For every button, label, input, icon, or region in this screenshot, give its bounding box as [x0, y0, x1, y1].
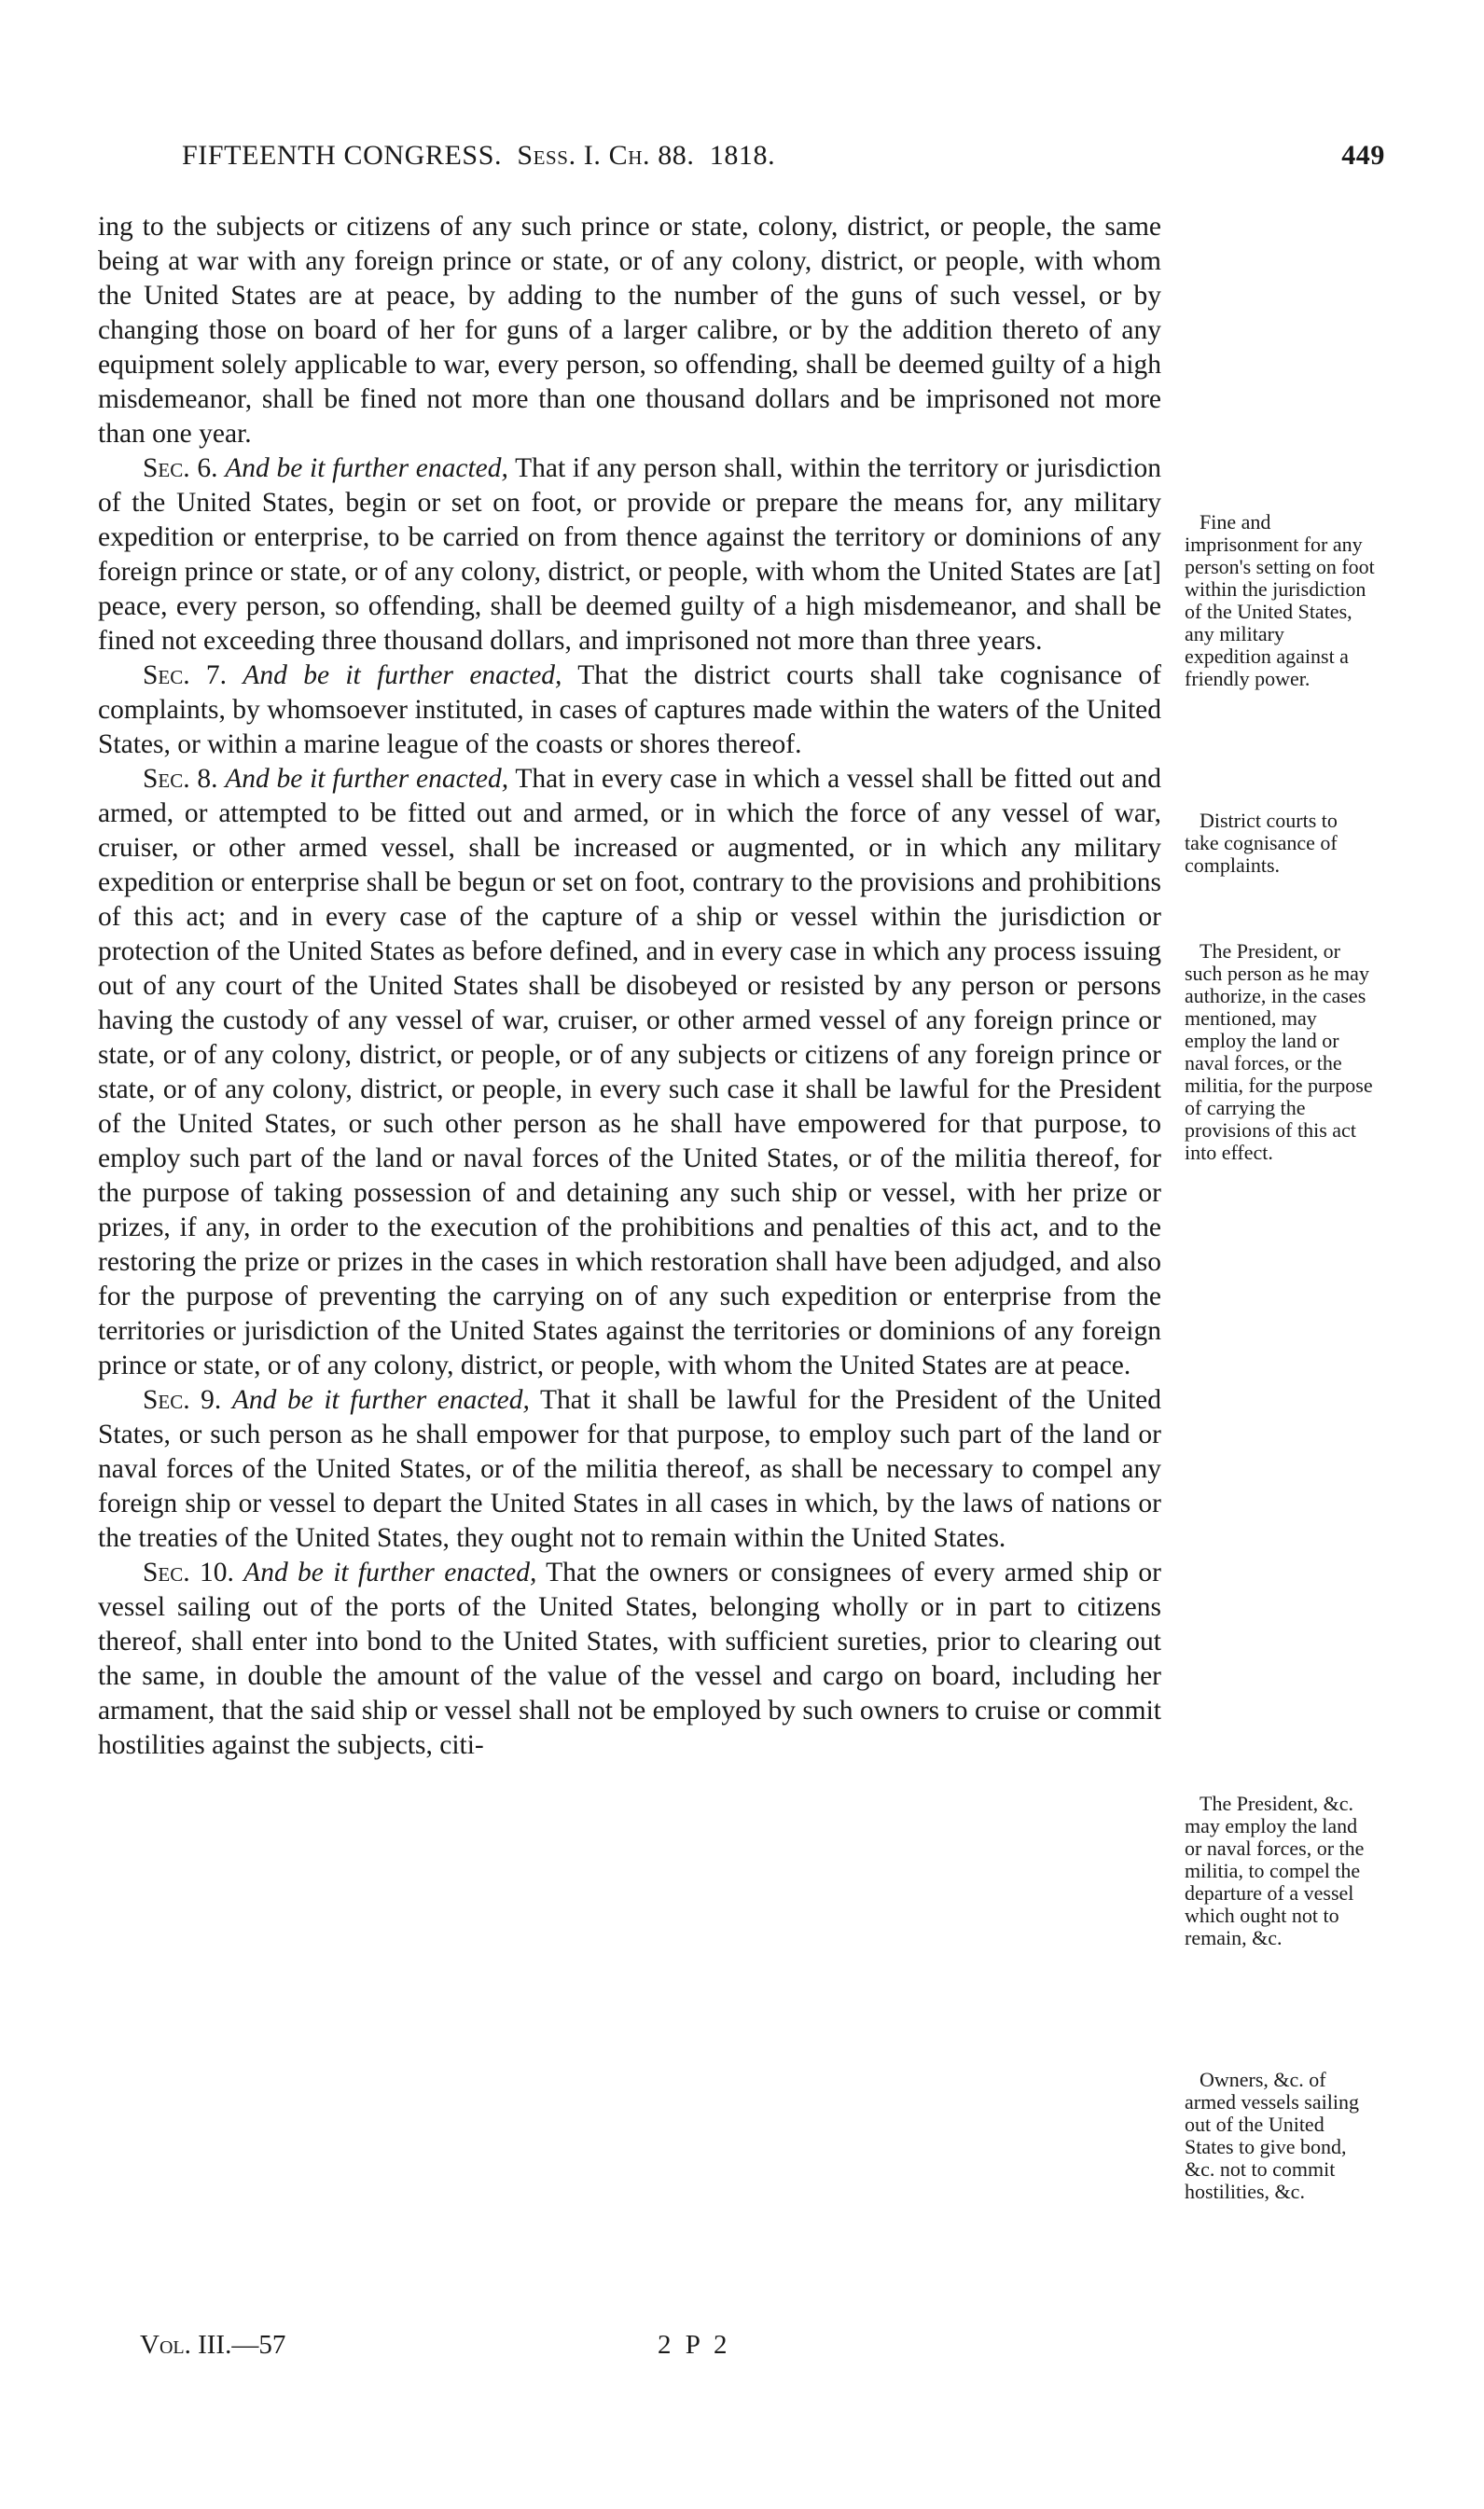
- margin-note-text: Fine and imprisonment for any person's setting on foot within the jurisdiction of the United States, any military expedition against a friendly power.: [1185, 510, 1375, 690]
- session-number: I.: [583, 140, 602, 171]
- margin-note-compel-departure: [1185, 1793, 1376, 1949]
- session-label: Sess.: [517, 140, 576, 171]
- chapter-number: 88.: [658, 140, 695, 171]
- enacting-clause: And be it further enacted,: [225, 764, 509, 794]
- margin-note-owners-bond: [1185, 2069, 1376, 2203]
- running-title: [182, 140, 775, 172]
- margin-note-text: Owners, &c. of armed vessels sailing out of the United States to give bond, &c. not to commit hostilities, &c.: [1185, 2068, 1359, 2203]
- margin-note-text: District courts to take cognisance of complaints.: [1185, 809, 1338, 877]
- running-header: [182, 140, 1385, 183]
- section-text: That if any person shall, within the territory or jurisdiction of the United States, begin or set on foot, or provide or prepare the means for, any military expedition or enterprise, to be carried on from thence against the territory or dominions of any foreign prince or state, or of any colony, district, or people, with whom the United States are [at] peace, every person, so offending, shall be deemed guilty of a high misdemeanor, and shall be fined not exceeding three thousand dollars, and imprisoned not more than three years.: [98, 453, 1162, 656]
- margin-note-text: The President, &c. may employ the land or naval forces, or the militia, to compel the departure of a vessel which ought not to remain, &c.: [1185, 1792, 1365, 1949]
- section-8: [98, 762, 1161, 1383]
- margin-note-president-forces: [1185, 940, 1376, 1164]
- margin-note-district-courts: [1185, 810, 1376, 877]
- margin-note-fine-imprisonment: [1185, 511, 1376, 690]
- page-number: 449: [1341, 140, 1385, 171]
- year: 1818.: [709, 140, 776, 171]
- enacting-clause: And be it further enacted,: [243, 1558, 537, 1587]
- congress-title: FIFTEENTH CONGRESS.: [182, 140, 503, 171]
- section-6: [98, 451, 1161, 658]
- section-label: Sec. 10.: [143, 1558, 234, 1587]
- section-text: That the district courts shall take cognisance of complaints, by whomsoever instituted, in cases of captures made within the waters of the United States, or within a marine league of the coasts or shores thereof.: [98, 660, 1161, 759]
- section-label: Sec. 7.: [143, 660, 228, 690]
- margin-note-text: The President, or such person as he may authorize, in the cases mentioned, may employ the land or naval forces, or the militia, for the purpose of carrying the provisions of this act into effect.: [1185, 939, 1373, 1164]
- page-footer: [140, 2330, 793, 2367]
- chapter-label: Ch.: [608, 140, 651, 171]
- section-text: That in every case in which a vessel shall be fitted out and armed, or attempted to be fitted out and armed, or in which the force of any vessel of war, cruiser, or other armed vessel, shall be increased or augmented, or in which any military expedition or enterprise shall be begun or set on foot, contrary to the provisions and prohibitions of this act; and in every case of the capture of a ship or vessel within the jurisdiction or protection of the United States as before defined, and in every case in which any process issuing out of any court of the United States shall be disobeyed or resisted by any person or persons having the custody of any vessel of war, cruiser, or other armed vessel of any foreign prince or state, or of any colony, district, or people, or of any subjects or citizens of any foreign prince or state, or of any colony, district, or people, in every such case it shall be lawful for the President of the United States, or such other person as he shall have empowered for that purpose, to employ such part of the land or naval forces of the United States, or of the militia thereof, for the purpose of taking possession of and detaining any such ship or vessel, with her prize or prizes, if any, in order to the execution of the prohibitions and penalties of this act, and to the restoring the prize or prizes in the cases in which restoration shall have been adjudged, and also for the purpose of preventing the carrying on of any such expedition or enterprise from the territories or jurisdiction of the United States against the territories or dominions of any foreign prince or state, or of any colony, district, or people, with whom the United States are at peace.: [98, 764, 1162, 1380]
- enacting-clause: And be it further enacted,: [243, 660, 562, 690]
- section-label: Sec. 6.: [143, 453, 218, 483]
- enacting-clause: And be it further enacted,: [231, 1385, 530, 1415]
- volume-label: Vol. III.—57: [140, 2330, 286, 2360]
- section-label: Sec. 9.: [143, 1385, 222, 1415]
- section-text: That it shall be lawful for the President of the United States, or such person as he shall empower for that purpose, to employ such part of the land or naval forces of the United States, or of the militia thereof, as shall be necessary to compel any foreign ship or vessel to depart the United States in all cases in which, by the laws of nations or the treaties of the United States, they ought not to remain within the United States.: [98, 1385, 1162, 1553]
- enacting-clause: And be it further enacted,: [225, 453, 508, 483]
- section-text: That the owners or consignees of every armed ship or vessel sailing out of the ports of the United States, belonging wholly or in part to citizens thereof, shall enter into bond to the United States, with sufficient sureties, prior to clearing out the same, in double the amount of the value of the vessel and cargo on board, including her armament, that the said ship or vessel shall not be employed by such owners to cruise or commit hostilities against the subjects, citi-: [98, 1558, 1162, 1760]
- section-9: [98, 1383, 1161, 1556]
- section-7: [98, 658, 1161, 762]
- section-10: [98, 1556, 1161, 1763]
- section-label: Sec. 8.: [143, 764, 218, 794]
- signature-mark: 2 P 2: [658, 2330, 731, 2360]
- continuation-paragraph: ing to the subjects or citizens of any such prince or state, colony, district, or people, the same being at war with any foreign prince or state, or of any colony, district, or people, with whom the United States are at peace, by adding to the number of the guns of such vessel, or by changing those on board of her for guns of a larger calibre, or by the addition thereto of any equipment solely applicable to war, every person, so offending, shall be deemed guilty of a high misdemeanor, shall be fined not more than one thousand dollars and be imprisoned not more than one year.: [98, 212, 1161, 449]
- statute-text: [98, 210, 1161, 1763]
